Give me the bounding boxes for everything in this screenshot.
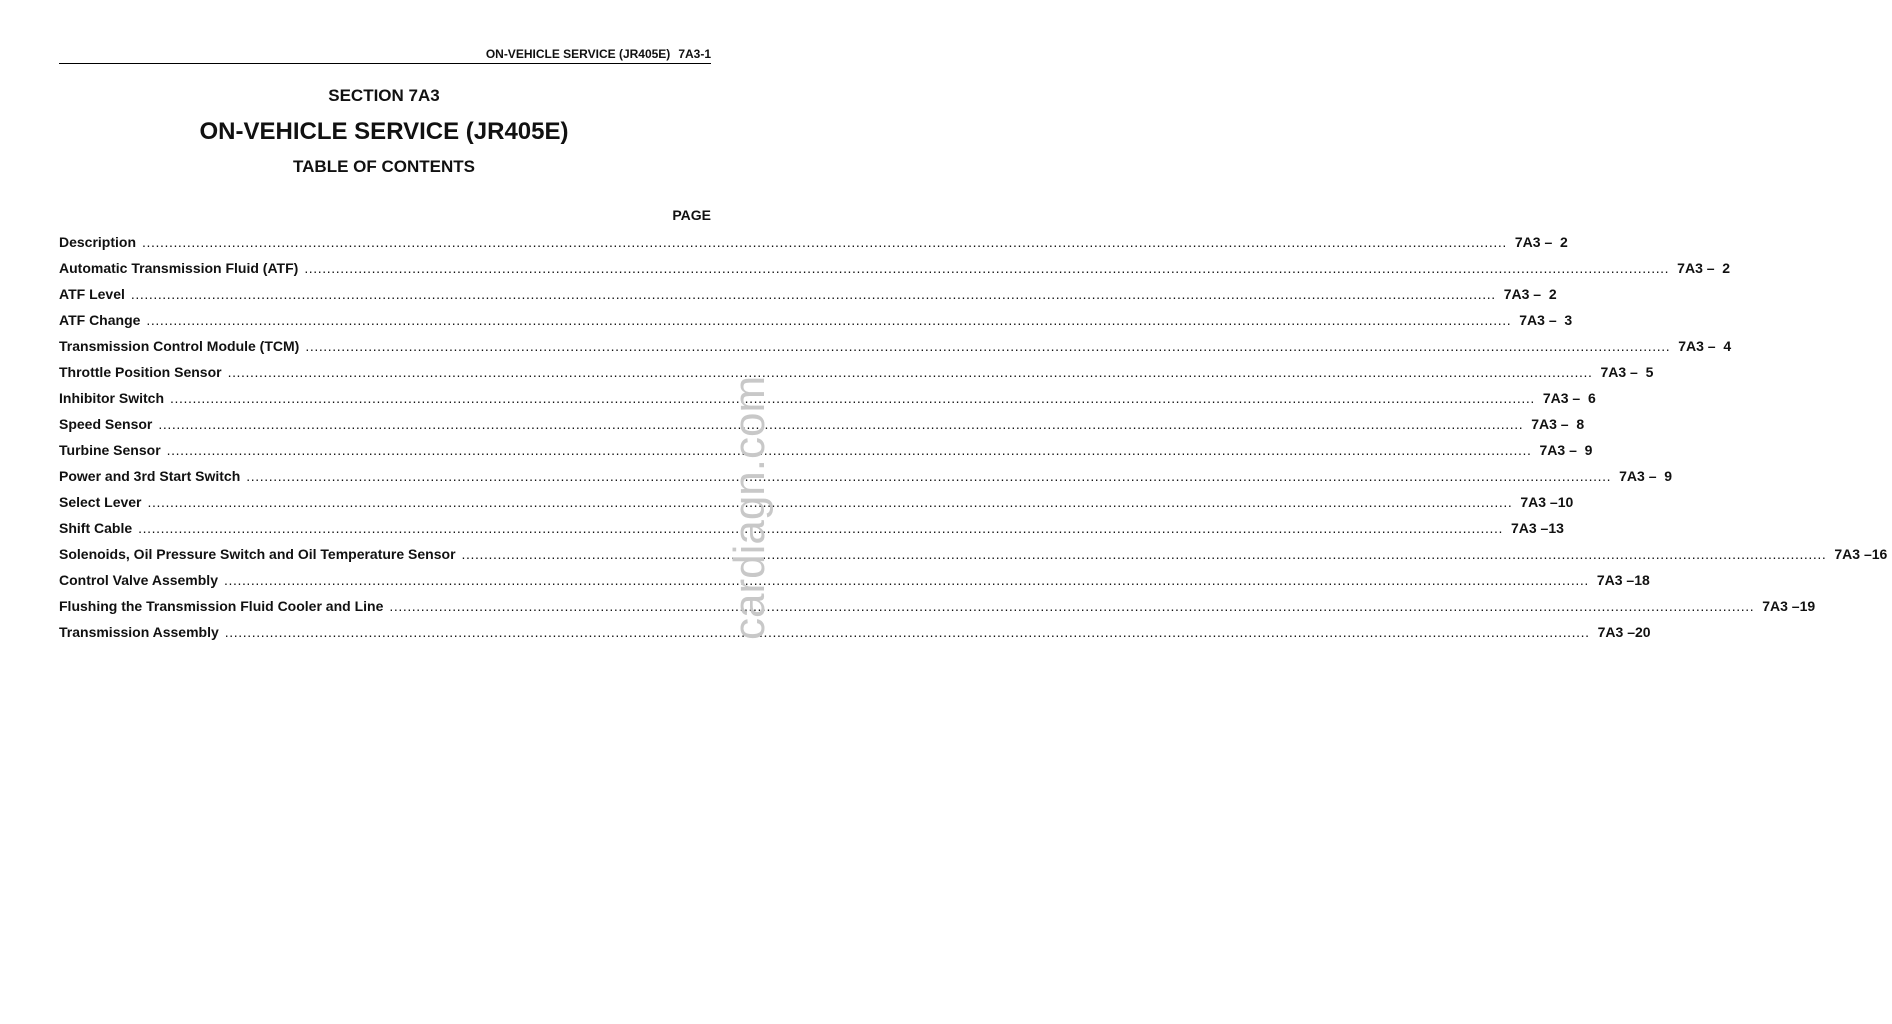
toc-entry-page: 7A3 –10 bbox=[1520, 494, 1574, 510]
toc-dot-leader bbox=[389, 598, 1754, 614]
toc-dot-leader bbox=[224, 572, 1589, 588]
toc-entry[interactable] bbox=[59, 572, 1650, 598]
toc-dot-leader bbox=[138, 520, 1503, 536]
toc-entry-page: 7A3 – 2 bbox=[1503, 286, 1557, 302]
toc-heading: TABLE OF CONTENTS bbox=[293, 157, 475, 176]
toc-dot-leader bbox=[170, 390, 1535, 406]
running-header-title: ON-VEHICLE SERVICE (JR405E) bbox=[485, 47, 671, 61]
toc-dot-leader bbox=[167, 442, 1532, 458]
toc-entry-title[interactable]: Power and 3rd Start Switch bbox=[59, 468, 241, 484]
toc-entry-title[interactable]: Solenoids, Oil Pressure Switch and Oil Temperature Sensor bbox=[59, 546, 456, 562]
running-header bbox=[59, 47, 711, 61]
toc-entry-title[interactable]: ATF Change bbox=[59, 312, 141, 328]
toc-entry-title[interactable]: Shift Cable bbox=[59, 520, 133, 536]
toc-entry[interactable] bbox=[59, 546, 1888, 572]
toc-dot-leader bbox=[228, 364, 1593, 380]
toc-entry[interactable] bbox=[59, 442, 1593, 468]
toc-entry-title[interactable]: Speed Sensor bbox=[59, 416, 153, 432]
page-column-label: PAGE bbox=[672, 207, 711, 223]
toc-entry-title[interactable]: ATF Level bbox=[59, 286, 125, 302]
toc-entry-page: 7A3 –16 bbox=[1834, 546, 1888, 562]
toc-entry[interactable] bbox=[59, 416, 1585, 442]
toc-entry[interactable] bbox=[59, 468, 1673, 494]
toc-entry-page: 7A3 – 3 bbox=[1519, 312, 1573, 328]
toc-entry[interactable] bbox=[59, 598, 1816, 624]
toc-entry-title[interactable]: Turbine Sensor bbox=[59, 442, 161, 458]
toc-entry-page: 7A3 – 8 bbox=[1531, 416, 1585, 432]
toc-entry[interactable] bbox=[59, 364, 1654, 390]
toc-dot-leader bbox=[142, 234, 1507, 250]
toc-entry[interactable] bbox=[59, 234, 1568, 260]
watermark-graphic bbox=[718, 375, 778, 642]
toc-entry-page: 7A3 –20 bbox=[1597, 624, 1651, 640]
toc-entry-title[interactable]: Transmission Control Module (TCM) bbox=[59, 338, 300, 354]
toc-dot-leader bbox=[304, 260, 1669, 276]
toc-entry-page: 7A3 – 2 bbox=[1514, 234, 1568, 250]
toc-entry[interactable] bbox=[59, 624, 1651, 650]
toc-entry[interactable] bbox=[59, 338, 1732, 364]
toc-entry-page: 7A3 – 9 bbox=[1539, 442, 1593, 458]
toc-dot-leader bbox=[225, 624, 1590, 640]
toc-dot-leader bbox=[246, 468, 1611, 484]
toc-dot-leader bbox=[462, 546, 1827, 562]
toc-entry-title[interactable]: Control Valve Assembly bbox=[59, 572, 218, 588]
toc-entry-page: 7A3 –13 bbox=[1510, 520, 1564, 536]
toc-dot-leader bbox=[158, 416, 1523, 432]
toc-entry-title[interactable]: Description bbox=[59, 234, 137, 250]
toc-entry[interactable] bbox=[59, 494, 1574, 520]
toc-entry-title[interactable]: Automatic Transmission Fluid (ATF) bbox=[59, 260, 299, 276]
header-rule bbox=[59, 63, 711, 64]
toc-entry-title[interactable]: Select Lever bbox=[59, 494, 142, 510]
toc-entry[interactable] bbox=[59, 286, 1557, 312]
toc-entry-page: 7A3 – 9 bbox=[1619, 468, 1673, 484]
section-label: SECTION 7A3 bbox=[328, 86, 440, 105]
toc-dot-leader bbox=[148, 494, 1513, 510]
toc-entry[interactable] bbox=[59, 312, 1573, 338]
toc-entry-page: 7A3 – 6 bbox=[1542, 390, 1596, 406]
toc-entry-page: 7A3 – 2 bbox=[1677, 260, 1731, 276]
watermark-text: cardiagn.com bbox=[725, 375, 774, 640]
toc-entry-title[interactable]: Throttle Position Sensor bbox=[59, 364, 222, 380]
toc-entry-page: 7A3 – 4 bbox=[1678, 338, 1732, 354]
toc-entry-title[interactable]: Transmission Assembly bbox=[59, 624, 219, 640]
running-header-page-number: 7A3-1 bbox=[678, 47, 711, 61]
toc-entry-page: 7A3 – 5 bbox=[1600, 364, 1654, 380]
document-title: ON-VEHICLE SERVICE (JR405E) bbox=[199, 118, 569, 145]
toc-entry[interactable] bbox=[59, 260, 1731, 286]
toc-dot-leader bbox=[131, 286, 1496, 302]
toc-entry-title[interactable]: Flushing the Transmission Fluid Cooler and Line bbox=[59, 598, 384, 614]
toc-dot-leader bbox=[146, 312, 1511, 328]
toc-entry[interactable] bbox=[59, 390, 1596, 416]
toc-entry-page: 7A3 –18 bbox=[1596, 572, 1650, 588]
toc-dot-leader bbox=[305, 338, 1670, 354]
watermark bbox=[718, 375, 778, 642]
toc-entry-title[interactable]: Inhibitor Switch bbox=[59, 390, 164, 406]
toc-entry-page: 7A3 –19 bbox=[1762, 598, 1816, 614]
toc-entry[interactable] bbox=[59, 520, 1564, 546]
